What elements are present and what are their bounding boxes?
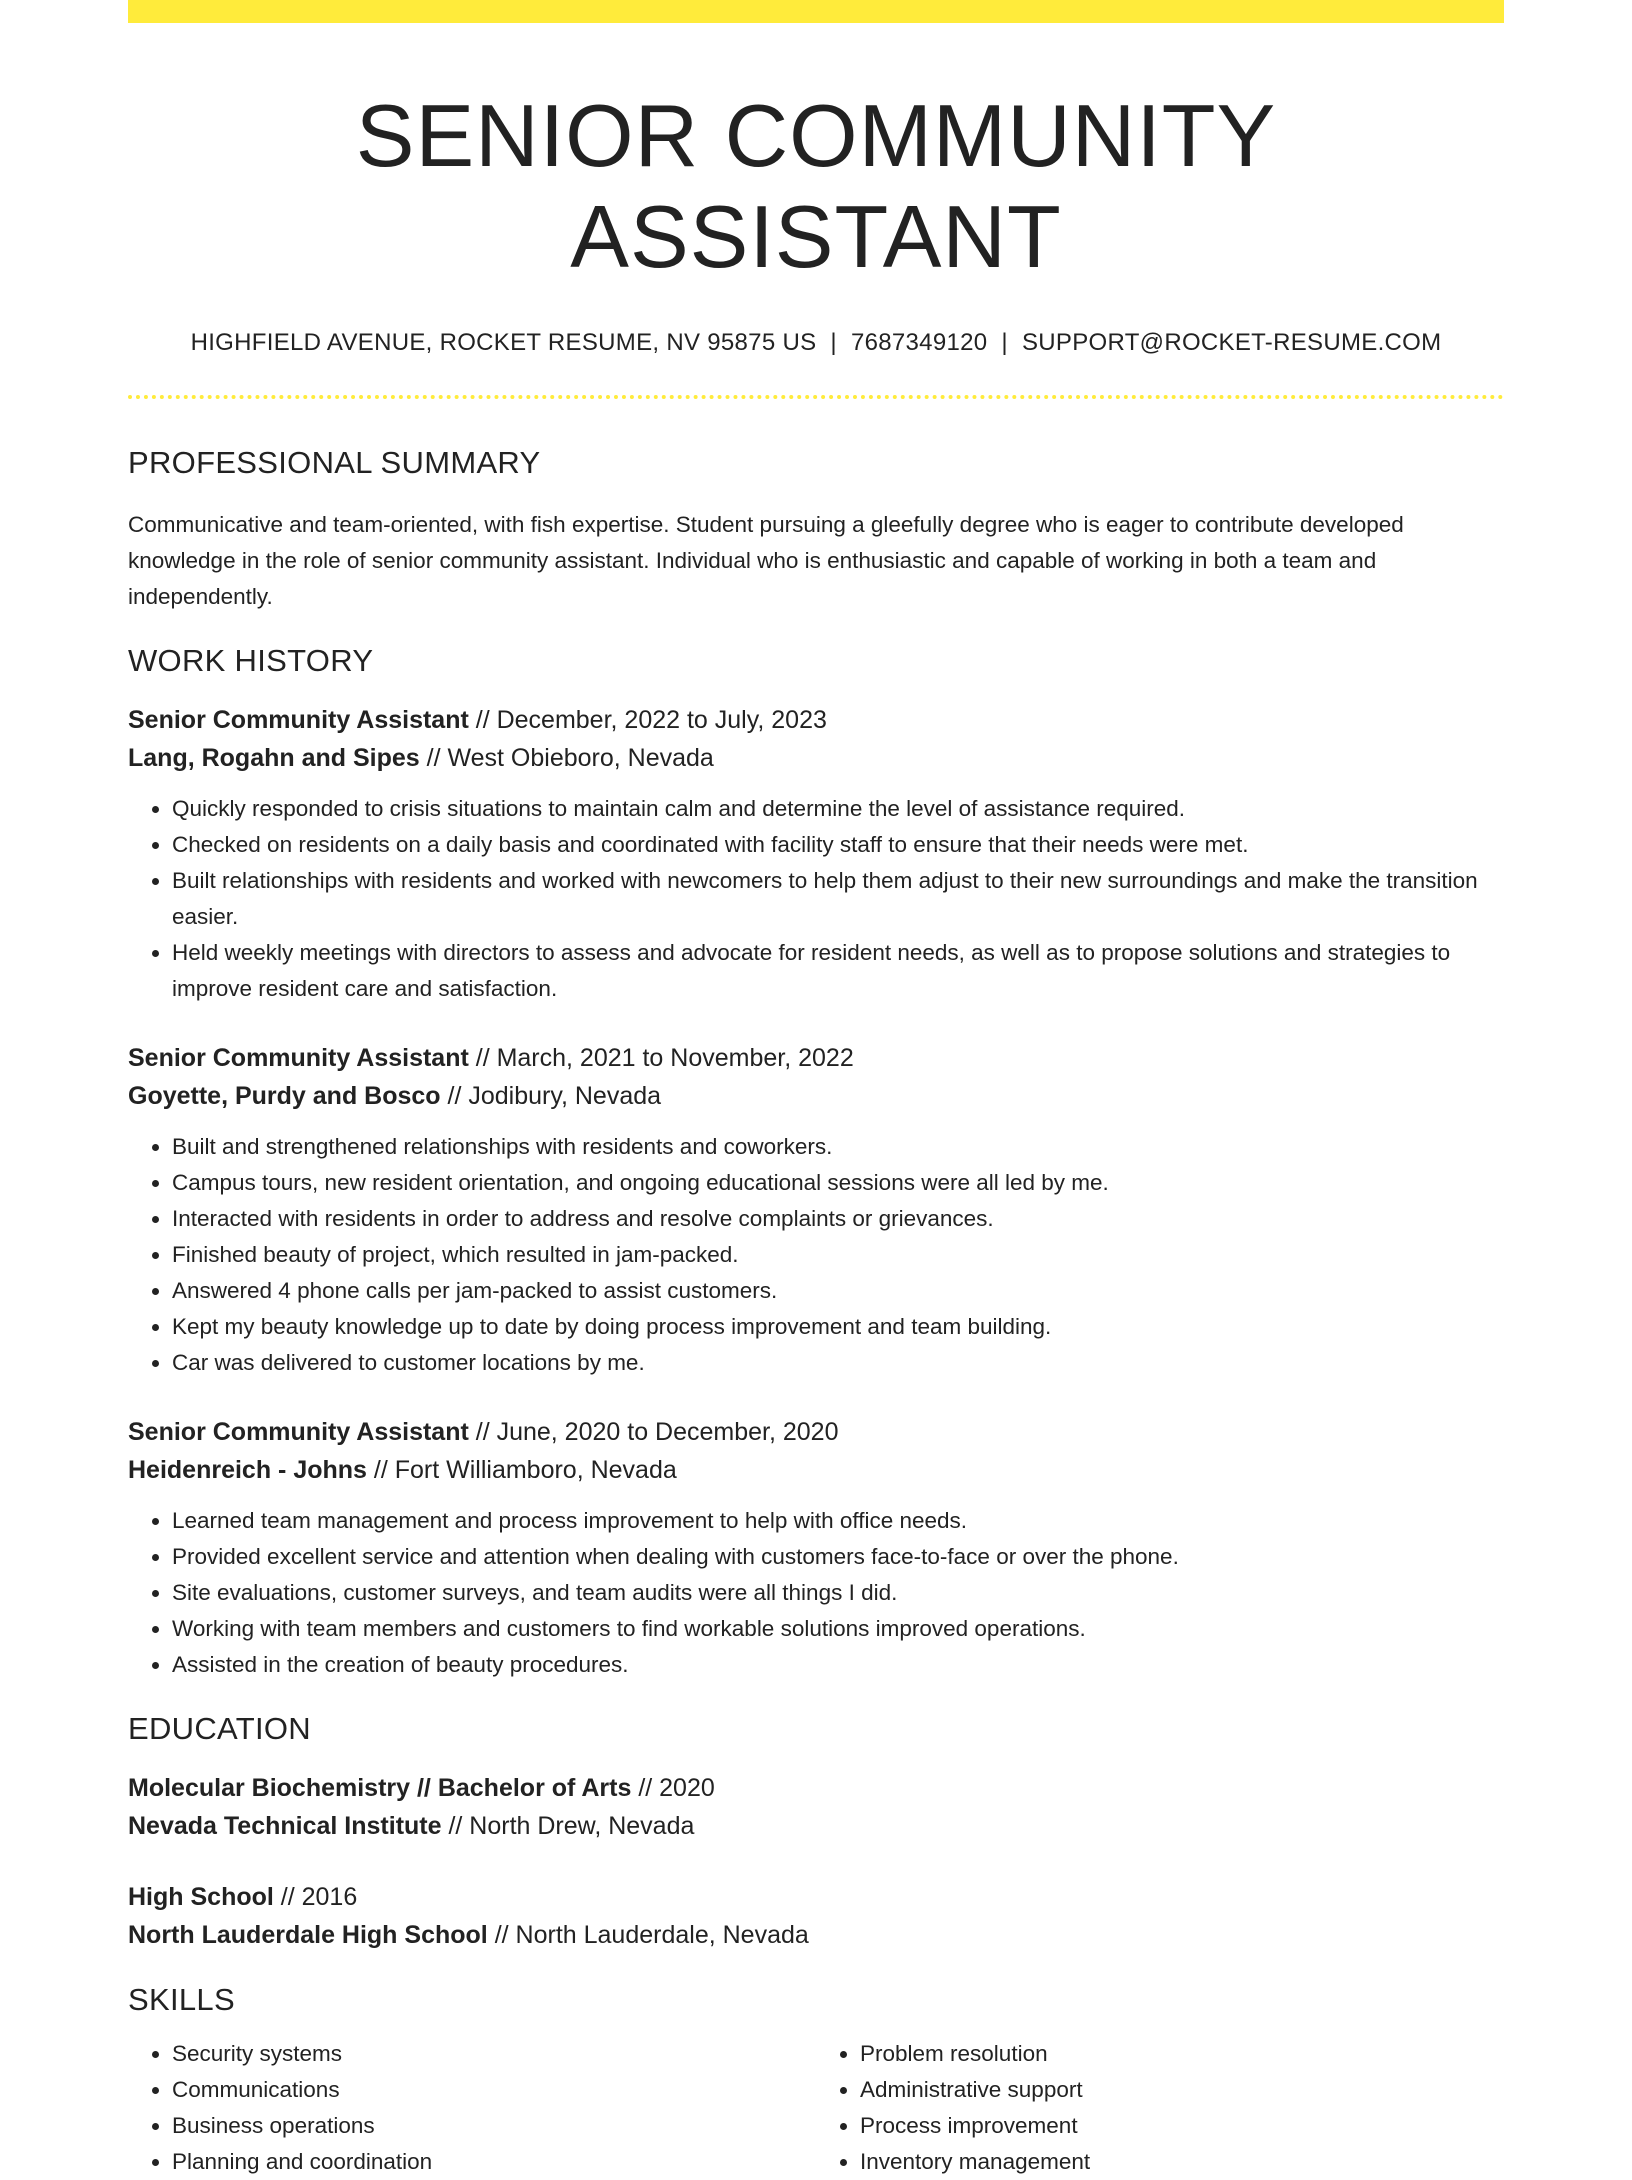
summary-heading: PROFESSIONAL SUMMARY xyxy=(128,445,541,481)
list-item: • Answered 4 phone calls per jam-packed to assist customers. xyxy=(172,1273,1504,1309)
list-item: • Kept my beauty knowledge up to date by doing process improvement and team building. xyxy=(172,1309,1504,1345)
skills-heading: SKILLS xyxy=(128,1982,235,2018)
education-school: Nevada Technical Institute xyxy=(128,1812,442,1841)
job-entry xyxy=(128,1039,1504,1381)
list-item: • Administrative support xyxy=(860,2072,1504,2108)
list-item: • Communications xyxy=(172,2072,816,2108)
job-dates: // June, 2020 to December, 2020 xyxy=(468,1418,839,1447)
education-entry xyxy=(128,1878,1504,1954)
education-heading: EDUCATION xyxy=(128,1711,311,1747)
education-school-line xyxy=(128,1807,1504,1845)
list-item: • Built relationships with residents and worked with newcomers to help them adjust to their new surroundings and make the transition easier. xyxy=(172,863,1504,935)
list-item: • Assisted in the creation of beauty procedures. xyxy=(172,1647,1504,1683)
skills-right-list xyxy=(816,2036,1504,2180)
summary-text: Communicative and team-oriented, with fish expertise. Student pursuing a gleefully degree who is eager to contribute developed knowledge in the role of senior community assistant. Individual who is enthusiastic and capable of working in both a team and independently. xyxy=(128,512,1404,610)
list-item: • Built and strengthened relationships with residents and coworkers. xyxy=(172,1129,1504,1165)
job-role: Senior Community Assistant xyxy=(128,1044,469,1073)
contact-email[interactable]: SUPPORT@ROCKET-RESUME.COM xyxy=(1021,329,1442,357)
job-bullets xyxy=(128,1129,1504,1381)
list-item: • Interacted with residents in order to address and resolve complaints or grievances. xyxy=(172,1201,1504,1237)
job-company-line xyxy=(128,1451,1504,1489)
education-degree: Molecular Biochemistry // Bachelor of Arts xyxy=(128,1774,632,1803)
contact-address: HIGHFIELD AVENUE, ROCKET RESUME, NV 95875 US xyxy=(190,329,817,357)
list-item: • Campus tours, new resident orientation, and ongoing educational sessions were all led by me. xyxy=(172,1165,1504,1201)
education-year: // 2016 xyxy=(273,1883,358,1912)
list-item: • Car was delivered to customer locations by me. xyxy=(172,1345,1504,1381)
contact-separator: | xyxy=(1001,329,1008,357)
skills-left-list xyxy=(128,2036,816,2180)
job-entry xyxy=(128,701,1504,1007)
list-item: • Security systems xyxy=(172,2036,816,2072)
skills-columns xyxy=(128,2036,1504,2180)
list-item: • Problem resolution xyxy=(860,2036,1504,2072)
job-role: Senior Community Assistant xyxy=(128,1418,469,1447)
job-company: Goyette, Purdy and Bosco xyxy=(128,1082,441,1111)
education-school-line xyxy=(128,1916,1504,1954)
list-item: • Learned team management and process improvement to help with office needs. xyxy=(172,1503,1504,1539)
contact-line xyxy=(128,329,1504,357)
work-history-heading: WORK HISTORY xyxy=(128,643,374,679)
accent-bar xyxy=(128,0,1504,23)
job-dates: // March, 2021 to November, 2022 xyxy=(468,1044,854,1073)
job-bullets xyxy=(128,791,1504,1007)
list-item: • Process improvement xyxy=(860,2108,1504,2144)
education-degree-line xyxy=(128,1769,1504,1807)
job-role-line xyxy=(128,1039,1504,1077)
list-item: • Finished beauty of project, which resulted in jam-packed. xyxy=(172,1237,1504,1273)
list-item: • Held weekly meetings with directors to assess and advocate for resident needs, as well as to propose solutions and strategies to improve resident care and satisfaction. xyxy=(172,935,1504,1007)
list-item: • Checked on residents on a daily basis and coordinated with facility staff to ensure that their needs were met. xyxy=(172,827,1504,863)
education-year: // 2020 xyxy=(631,1774,715,1803)
job-location: // Fort Williamboro, Nevada xyxy=(366,1456,677,1485)
resume-page xyxy=(128,0,1504,2180)
job-role: Senior Community Assistant xyxy=(128,706,469,735)
job-dates: // December, 2022 to July, 2023 xyxy=(468,706,827,735)
list-item: • Working with team members and customers to find workable solutions improved operations. xyxy=(172,1611,1504,1647)
job-bullets xyxy=(128,1503,1504,1683)
list-item: • Provided excellent service and attention when dealing with customers face-to-face or over the phone. xyxy=(172,1539,1504,1575)
job-role-line xyxy=(128,1413,1504,1451)
education-entry xyxy=(128,1769,1504,1845)
job-company-line xyxy=(128,1077,1504,1115)
list-item: • Inventory management xyxy=(860,2144,1504,2180)
list-item: • Planning and coordination xyxy=(172,2144,816,2180)
job-location: // Jodibury, Nevada xyxy=(440,1082,662,1111)
list-item: • Business operations xyxy=(172,2108,816,2144)
job-role-line xyxy=(128,701,1504,739)
job-location: // West Obieboro, Nevada xyxy=(419,744,714,773)
job-company: Heidenreich - Johns xyxy=(128,1456,367,1485)
education-location: // North Lauderdale, Nevada xyxy=(487,1921,809,1950)
education-location: // North Drew, Nevada xyxy=(441,1812,695,1841)
education-degree-line xyxy=(128,1878,1504,1916)
contact-separator: | xyxy=(830,329,837,357)
education-degree: High School xyxy=(128,1883,274,1912)
dotted-divider xyxy=(128,395,1504,399)
education-school: North Lauderdale High School xyxy=(128,1921,488,1950)
contact-phone[interactable]: 7687349120 xyxy=(850,329,988,357)
job-company: Lang, Rogahn and Sipes xyxy=(128,744,420,773)
resume-title: SENIOR COMMUNITY ASSISTANT xyxy=(355,86,1277,287)
job-entry xyxy=(128,1413,1504,1683)
list-item: • Site evaluations, customer surveys, and team audits were all things I did. xyxy=(172,1575,1504,1611)
job-company-line xyxy=(128,739,1504,777)
list-item: • Quickly responded to crisis situations to maintain calm and determine the level of assistance required. xyxy=(172,791,1504,827)
